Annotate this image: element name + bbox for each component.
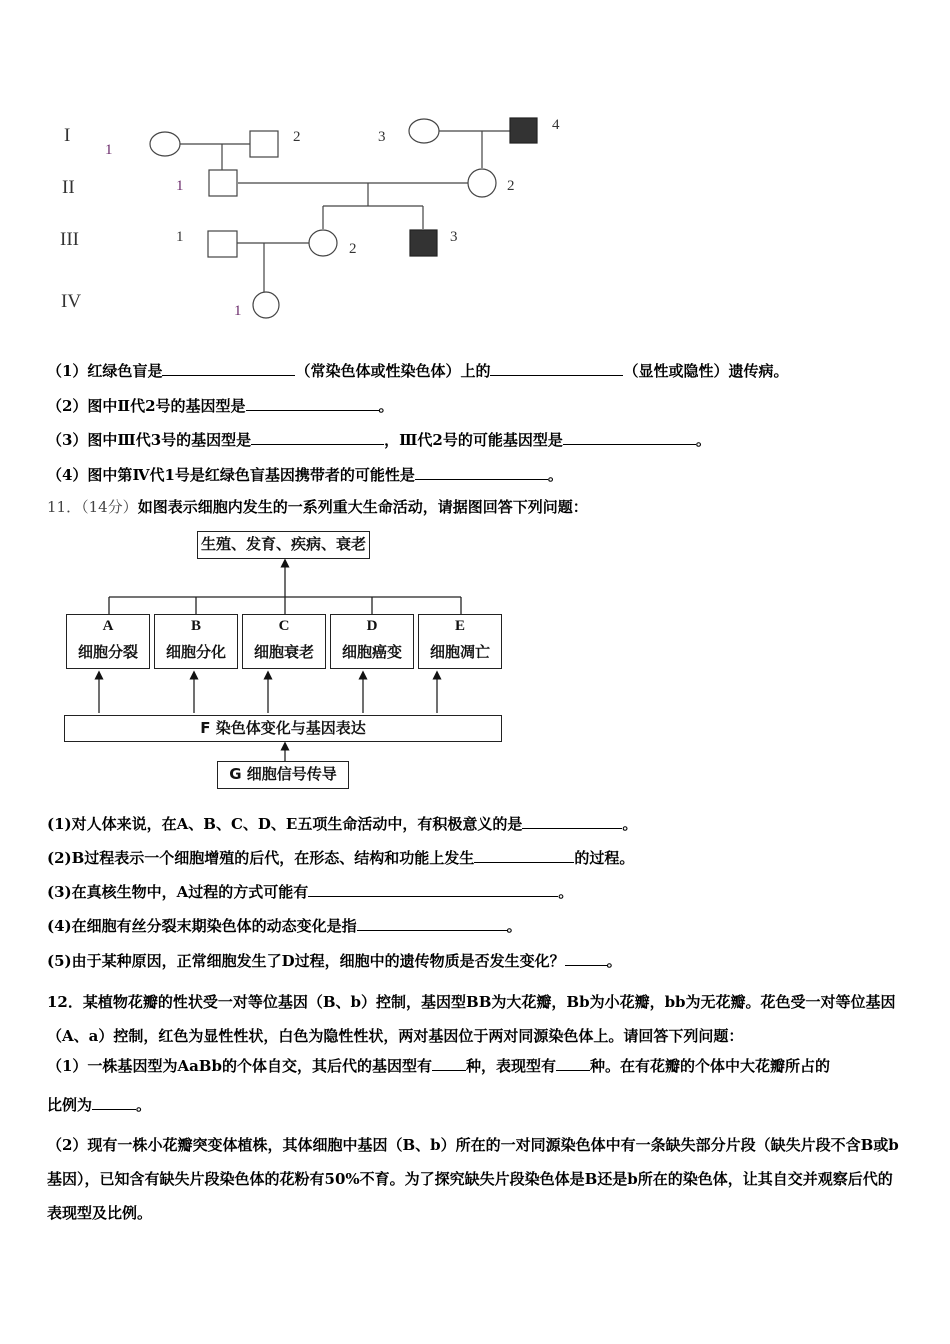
flowchart-box-f: F 染色体变化与基因表达 xyxy=(64,715,502,742)
answer-blank[interactable] xyxy=(474,847,574,863)
pedigree-II2-female xyxy=(468,169,496,197)
q12-stem: 12．某植物花瓣的性状受一对等位基因（B、b）控制，基因型BB为大花瓣，Bb为小花瓣，bb为无花瓣。花色受一对等位基因（A、a）控制，红色为显性性状，白色为隐性性状，两对基因位于两对同源染色体上。请回答下列问题： xyxy=(47,993,896,1045)
answer-blank[interactable] xyxy=(357,915,507,931)
answer-blank[interactable] xyxy=(522,813,622,829)
flowchart-box-d: D 细胞癌变 xyxy=(330,614,414,669)
q10-sub3: （3）图中Ⅲ代3号的基因型是 ，Ⅲ代2号的可能基因型是 。 xyxy=(47,431,711,449)
cell-life-flowchart xyxy=(0,525,950,795)
q10-sub4: （4）图中第Ⅳ代1号是红绿色盲基因携带者的可能性是 。 xyxy=(47,466,563,484)
flowchart-box-b: B 细胞分化 xyxy=(154,614,238,669)
answer-blank[interactable] xyxy=(246,395,379,411)
answer-blank[interactable] xyxy=(251,429,384,445)
flowchart-outcome-box: 生殖、发育、疾病、衰老 xyxy=(197,531,370,559)
individual-label: 1 xyxy=(176,229,184,245)
pedigree-II1-male xyxy=(209,170,237,196)
answer-blank[interactable] xyxy=(308,881,558,897)
pedigree-III1-male xyxy=(208,231,237,257)
answer-blank[interactable] xyxy=(162,360,295,376)
pedigree-I2-male xyxy=(250,131,278,157)
individual-label: 1 xyxy=(234,303,242,319)
generation-label: IV xyxy=(61,291,82,312)
answer-blank[interactable] xyxy=(563,429,696,445)
individual-label: 2 xyxy=(349,241,357,257)
q12-sub1: （1）一株基因型为AaBb的个体自交，其后代的基因型有 种，表现型有 种。在有花瓣的个体中大花瓣所占的 xyxy=(47,1057,830,1075)
pedigree-IV1-female xyxy=(253,292,279,318)
answer-blank[interactable] xyxy=(565,950,607,966)
q12-sub1-cont: 比例为 。 xyxy=(47,1096,152,1114)
q11-sub4: (4)在细胞有丝分裂末期染色体的动态变化是指 。 xyxy=(47,917,522,935)
generation-label: III xyxy=(60,229,79,250)
answer-blank[interactable] xyxy=(556,1055,590,1071)
pedigree-III2-female xyxy=(309,230,337,256)
flowchart-box-c: C 细胞衰老 xyxy=(242,614,326,669)
individual-label: 1 xyxy=(176,178,184,194)
answer-blank[interactable] xyxy=(415,464,548,480)
pedigree-I1-female xyxy=(150,132,180,156)
q11-sub3: (3)在真核生物中，A过程的方式可能有 。 xyxy=(47,883,574,901)
answer-blank[interactable] xyxy=(490,360,623,376)
generation-label: II xyxy=(62,177,75,198)
q10-sub1: （1）红绿色盲是 （常染色体或性染色体）上的 （显性或隐性）遗传病。 xyxy=(47,362,789,380)
answer-blank[interactable] xyxy=(92,1094,136,1110)
individual-label: 2 xyxy=(293,129,301,145)
flowchart-box-e: E 细胞凋亡 xyxy=(418,614,502,669)
pedigree-lines xyxy=(0,0,950,340)
generation-label: I xyxy=(64,125,71,146)
individual-label: 4 xyxy=(552,117,560,133)
pedigree-chart xyxy=(0,0,950,340)
q12-sub2: （2）现有一株小花瓣突变体植株，其体细胞中基因（B、b）所在的一对同源染色体中有一条缺失部分片段（缺失片段不含B或b基因），已知含有缺失片段染色体的花粉有50%不育。为了探究缺失片段染色体是B还是b所在的染色体，让其自交并观察后代的表现型及比例。 xyxy=(47,1136,899,1222)
individual-label: 1 xyxy=(105,142,113,158)
individual-label: 3 xyxy=(450,229,458,245)
flowchart-box-a: A 细胞分裂 xyxy=(66,614,150,669)
pedigree-I3-female xyxy=(409,119,439,143)
q10-sub2: （2）图中Ⅱ代2号的基因型是 。 xyxy=(47,397,394,415)
q11-stem: 11．（14分）如图表示细胞内发生的一系列重大生命活动，请据图回答下列问题： xyxy=(47,498,588,516)
q11-sub1: (1)对人体来说，在A、B、C、D、E五项生命活动中，有积极意义的是 。 xyxy=(47,815,638,833)
pedigree-III3-affected-male xyxy=(410,230,437,256)
flowchart-box-g: G 细胞信号传导 xyxy=(217,761,349,789)
answer-blank[interactable] xyxy=(432,1055,466,1071)
pedigree-I4-affected-male xyxy=(510,118,537,143)
individual-label: 3 xyxy=(378,129,386,145)
individual-label: 2 xyxy=(507,178,515,194)
q11-sub2: (2)B过程表示一个细胞增殖的后代，在形态、结构和功能上发生 的过程。 xyxy=(47,849,635,867)
q11-sub5: (5)由于某种原因，正常细胞发生了D过程，细胞中的遗传物质是否发生变化？ 。 xyxy=(47,952,622,970)
